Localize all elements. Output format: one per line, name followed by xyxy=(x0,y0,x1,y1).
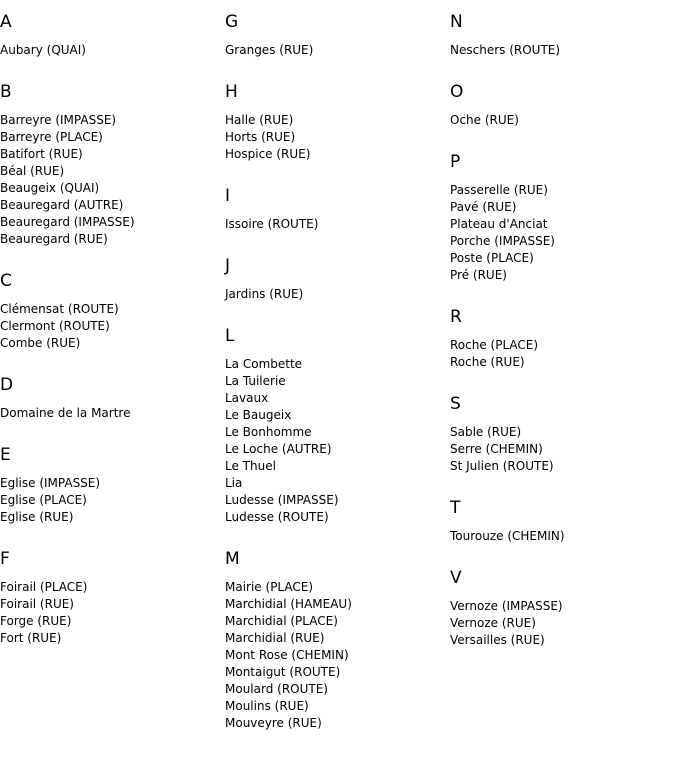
letter-section xyxy=(225,186,447,233)
letter-heading: E xyxy=(0,445,11,465)
street-list xyxy=(450,182,672,284)
street-item: Béal (RUE) xyxy=(0,164,65,178)
street-item: St Julien (ROUTE) xyxy=(450,459,554,473)
letter-section xyxy=(225,326,447,526)
street-item: Le Bonhomme xyxy=(225,425,312,439)
street-item: Clémensat (ROUTE) xyxy=(0,302,119,316)
street-item: Eglise (IMPASSE) xyxy=(0,476,101,490)
street-list xyxy=(0,42,222,59)
street-list xyxy=(225,579,447,732)
street-list xyxy=(450,42,672,59)
street-item: Jardins (RUE) xyxy=(225,287,304,301)
letter-section xyxy=(0,12,222,59)
street-item: Vernoze (IMPASSE) xyxy=(450,599,563,613)
street-item: Hospice (RUE) xyxy=(225,147,311,161)
letter-heading: T xyxy=(450,498,461,518)
street-item: La Combette xyxy=(225,357,303,371)
letter-section xyxy=(0,82,222,248)
street-item: Mont Rose (CHEMIN) xyxy=(225,648,349,662)
street-item: Le Thuel xyxy=(225,459,276,473)
letter-heading: G xyxy=(225,12,239,32)
index-column-1 xyxy=(0,12,222,670)
street-list xyxy=(0,301,222,352)
street-item: Le Loche (AUTRE) xyxy=(225,442,332,456)
letter-section xyxy=(225,549,447,732)
street-item: Moulins (RUE) xyxy=(225,699,309,713)
letter-heading: J xyxy=(225,256,231,276)
letter-heading: H xyxy=(225,82,238,102)
street-item: Eglise (PLACE) xyxy=(0,493,87,507)
street-item: La Tuilerie xyxy=(225,374,286,388)
letter-section xyxy=(450,82,672,129)
letter-heading: V xyxy=(450,568,462,588)
street-item: Ludesse (ROUTE) xyxy=(225,510,329,524)
street-list xyxy=(225,112,447,163)
street-item: Vernoze (RUE) xyxy=(450,616,536,630)
letter-heading: C xyxy=(0,271,12,291)
letter-section xyxy=(0,549,222,647)
street-item: Tourouze (CHEMIN) xyxy=(450,529,565,543)
street-item: Pavé (RUE) xyxy=(450,200,517,214)
letter-section xyxy=(450,152,672,284)
letter-section xyxy=(0,271,222,352)
street-list xyxy=(0,112,222,248)
street-list xyxy=(0,579,222,647)
street-list xyxy=(225,42,447,59)
street-list xyxy=(0,475,222,526)
street-item: Roche (RUE) xyxy=(450,355,525,369)
street-item: Combe (RUE) xyxy=(0,336,81,350)
letter-section xyxy=(0,445,222,526)
street-item: Marchidial (RUE) xyxy=(225,631,325,645)
letter-heading: B xyxy=(0,82,12,102)
street-item: Beauregard (RUE) xyxy=(0,232,108,246)
street-item: Ludesse (IMPASSE) xyxy=(225,493,339,507)
street-item: Halle (RUE) xyxy=(225,113,294,127)
letter-section xyxy=(225,12,447,59)
letter-heading: L xyxy=(225,326,235,346)
street-item: Le Baugeix xyxy=(225,408,292,422)
letter-section xyxy=(450,568,672,649)
letter-heading: M xyxy=(225,549,240,569)
street-item: Poste (PLACE) xyxy=(450,251,534,265)
street-item: Eglise (RUE) xyxy=(0,510,74,524)
street-item: Passerelle (RUE) xyxy=(450,183,548,197)
street-item: Fort (RUE) xyxy=(0,631,62,645)
letter-section xyxy=(450,498,672,545)
letter-section xyxy=(450,307,672,371)
street-item: Mouveyre (RUE) xyxy=(225,716,322,730)
street-list xyxy=(225,216,447,233)
street-item: Batifort (RUE) xyxy=(0,147,83,161)
letter-heading: F xyxy=(0,549,10,569)
street-item: Oche (RUE) xyxy=(450,113,519,127)
street-item: Moulard (ROUTE) xyxy=(225,682,328,696)
street-item: Domaine de la Martre xyxy=(0,406,131,420)
street-item: Neschers (ROUTE) xyxy=(450,43,561,57)
letter-heading: I xyxy=(225,186,231,206)
letter-section xyxy=(225,256,447,303)
street-item: Beaugeix (QUAI) xyxy=(0,181,100,195)
street-list xyxy=(450,112,672,129)
street-item: Mairie (PLACE) xyxy=(225,580,314,594)
letter-heading: S xyxy=(450,394,461,414)
letter-heading: R xyxy=(450,307,462,327)
letter-section xyxy=(225,82,447,163)
street-item: Barreyre (IMPASSE) xyxy=(0,113,117,127)
letter-section xyxy=(450,394,672,475)
street-item: Lia xyxy=(225,476,243,490)
street-list xyxy=(0,405,222,422)
street-item: Versailles (RUE) xyxy=(450,633,545,647)
street-item: Roche (PLACE) xyxy=(450,338,539,352)
letter-heading: O xyxy=(450,82,464,102)
street-item: Serre (CHEMIN) xyxy=(450,442,543,456)
street-item: Foirail (PLACE) xyxy=(0,580,88,594)
letter-section xyxy=(0,375,222,422)
street-item: Pré (RUE) xyxy=(450,268,507,282)
street-item: Issoire (ROUTE) xyxy=(225,217,319,231)
street-item: Beauregard (AUTRE) xyxy=(0,198,124,212)
street-item: Montaigut (ROUTE) xyxy=(225,665,341,679)
street-list xyxy=(450,528,672,545)
index-column-2 xyxy=(225,12,447,755)
street-list xyxy=(450,424,672,475)
letter-heading: D xyxy=(0,375,14,395)
street-item: Forge (RUE) xyxy=(0,614,72,628)
letter-heading: P xyxy=(450,152,461,172)
street-item: Foirail (RUE) xyxy=(0,597,74,611)
letter-heading: A xyxy=(0,12,12,32)
street-item: Aubary (QUAI) xyxy=(0,43,86,57)
street-item: Beauregard (IMPASSE) xyxy=(0,215,135,229)
street-item: Barreyre (PLACE) xyxy=(0,130,103,144)
street-item: Lavaux xyxy=(225,391,269,405)
street-item: Plateau d'Anciat xyxy=(450,217,548,231)
index-column-3 xyxy=(450,12,672,672)
street-item: Granges (RUE) xyxy=(225,43,314,57)
street-list xyxy=(225,356,447,526)
street-list xyxy=(450,598,672,649)
street-item: Marchidial (PLACE) xyxy=(225,614,338,628)
street-item: Horts (RUE) xyxy=(225,130,296,144)
letter-section xyxy=(450,12,672,59)
street-item: Sable (RUE) xyxy=(450,425,522,439)
street-item: Porche (IMPASSE) xyxy=(450,234,555,248)
street-list xyxy=(225,286,447,303)
street-item: Marchidial (HAMEAU) xyxy=(225,597,352,611)
street-list xyxy=(450,337,672,371)
street-item: Clermont (ROUTE) xyxy=(0,319,110,333)
letter-heading: N xyxy=(450,12,463,32)
